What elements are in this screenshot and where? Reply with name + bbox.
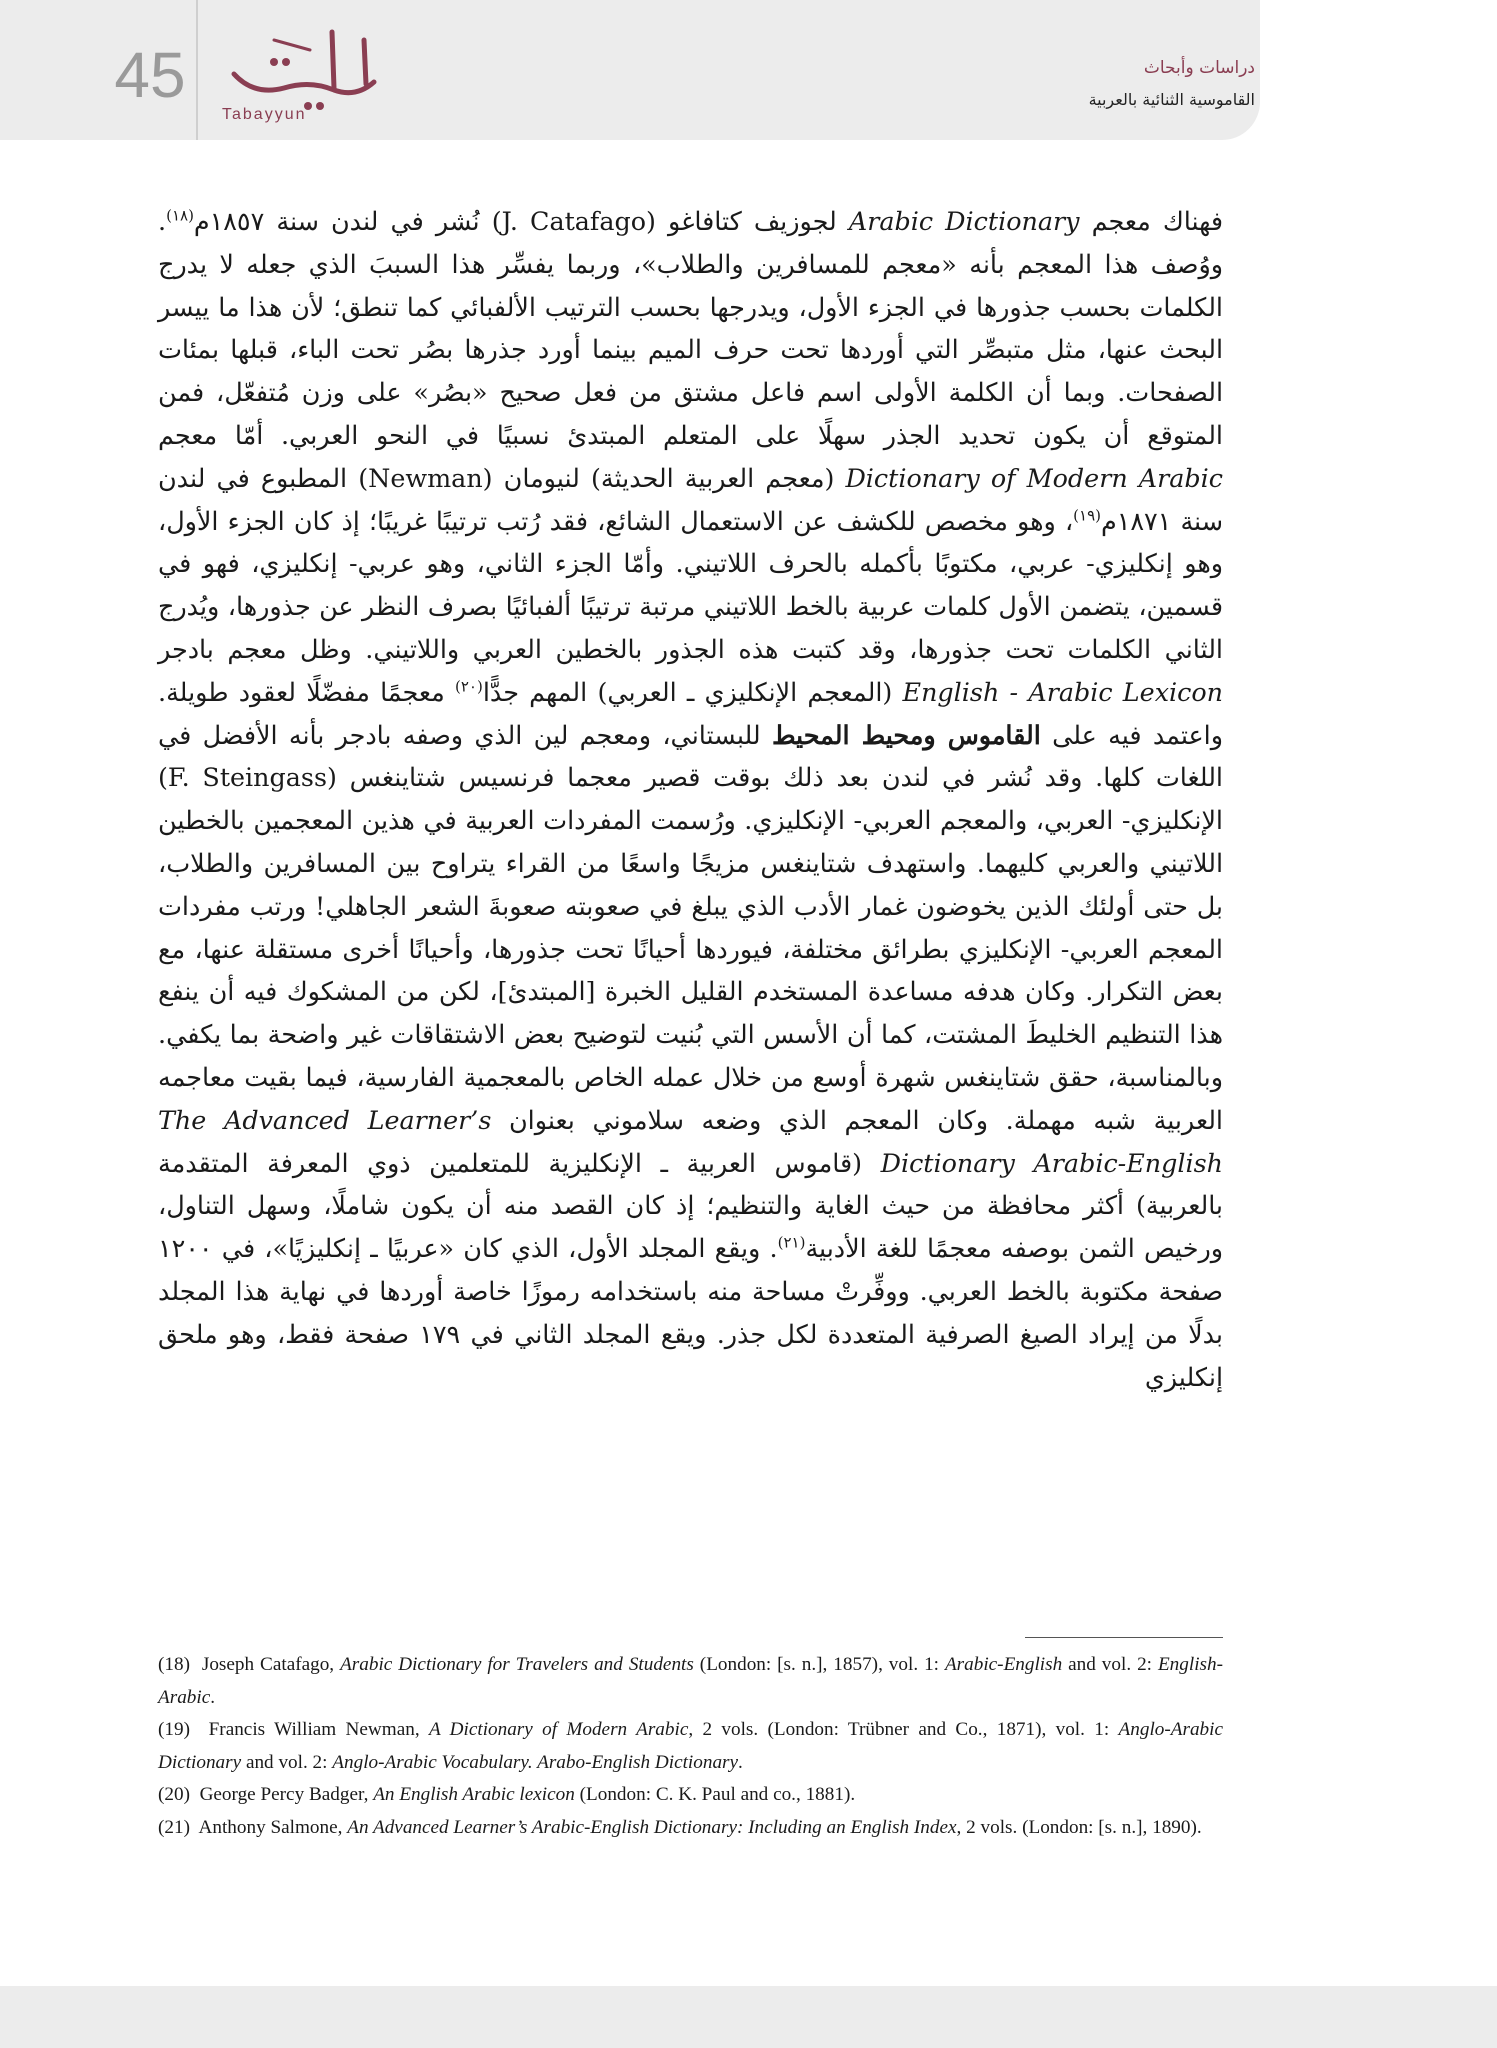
book-title: Dictionary of Modern Arabic [845,462,1223,493]
body-text: معجمًا مفضّلًا لعقود طويلة. واعتمد فيه على [158,676,1223,750]
author-name: (F. Steingass) [158,762,337,793]
footnote-text: Francis William Newman, [208,1719,429,1741]
footnote-title: Arabic-English [944,1654,1063,1675]
bold-title: القاموس ومحيط المحيط [771,719,1041,750]
footnote-text: George Percy Badger, [199,1784,374,1806]
footnote-text: . [210,1686,216,1708]
footnote-text: , 2 vols. (London: Trübner and Co., 1871), vol. 1: [688,1719,1119,1741]
body-text: فهناك معجم [1079,206,1223,236]
header-divider [196,0,198,140]
body-paragraph [158,200,1223,1398]
main-text [158,200,1223,1398]
body-text: . ووُصف هذا المعجم بأنه «معجم للمسافرين والطلاب»، وربما يفسِّر هذا السببَ الذي جعله لا يدرج الكلمات بحسب جذورها في الجزء الأول، ويدرجها بحسب الترتيب الألفبائي كما تنطق؛ لأن هذا ما ييسر البحث عنها، مثل متبصِّر التي أوردها تحت حرف الميم بينما أورد جذرها بصُر تحت الباء، قبلها بمئات الصفحات. وبما أن الكلمة الأولى اسم فاعل مشتق من فعل صحيح «بصُر» على وزن مُتفعّل، فمن المتوقع أن يكون تحديد الجذر سهلًا على المتعلم المبتدئ نسبيًا في النحو العربي. أمّا معجم [158,206,1223,450]
footnote-title: A Dictionary of Modern Arabic [428,1719,689,1741]
footnote-text: and vol. 2: [1062,1654,1158,1675]
book-title: The Advanced Learner’s Dictionary Arabic-English [158,1104,1224,1178]
footnote-text: Anthony Salmone, [198,1816,348,1838]
footnote-title: An English Arabic lexicon [373,1784,575,1806]
body-text: (قاموس العربية ـ الإنكليزية للمتعلمين ذوي المعرفة المتقدمة بالعربية) أكثر محافظة من حيث الغاية والتنظيم؛ إذ كان القصد منه أن يكون شاملًا، وسهل التناول، ورخيص الثمن بوصفه معجمًا للغة الأدبية [158,1147,1223,1264]
footnote-text: . [738,1751,743,1773]
footnote-19 [158,1714,1223,1779]
footnote-title: Anglo-Arabic Vocabulary. Arabo-English Dictionary [332,1751,739,1773]
footnote-number: (18) [158,1654,190,1675]
footnote-20 [158,1779,1223,1812]
book-title: Arabic Dictionary [848,206,1080,236]
logo-wordmark: Tabayyun [222,106,307,123]
body-text: (معجم العربية الحديثة) لنيومان [492,462,846,493]
body-text: نُشر في لندن سنة ١٨٥٧م [193,206,492,236]
body-text: المطبوع في لندن سنة ١٨٧١م [158,462,1223,536]
footnote-18 [158,1649,1223,1714]
footnote-number: (20) [158,1784,190,1806]
body-text: (المعجم الإنكليزي ـ العربي) المهم جدًّا [482,676,903,707]
page-footer-band [0,1986,1497,2048]
footnote-ref[interactable]: (٢٠) [454,677,483,696]
page-number: 45 [114,39,186,111]
footnote-text: (London: C. K. Paul and co., 1881). [574,1784,856,1806]
article-running-title: القاموسية الثنائية بالعربية [1088,90,1255,109]
body-text: للبستاني، ومعجم لين الذي وصفه بادجر بأنه الأفضل في اللغات كلها. وقد نُشر في لندن بعد ذلك بوقت قصير معجما فرنسيس شتاينغس [158,719,1223,793]
footnote-title: Anglo-Arabic Dictionary [158,1719,1223,1773]
author-name: (J. Catafago) [491,206,656,236]
footnote-number: (19) [158,1719,190,1741]
footnote-text: and vol. 2: [241,1751,333,1773]
footnote-ref[interactable]: (١٩) [1073,506,1101,525]
body-text: الإنكليزي- العربي، والمعجم العربي- الإنكليزي. ورُسمت المفردات العربية في هذين المعجمين بالخطين اللاتيني والعربي كليهما. واستهدف شتاينغس مزيجًا واسعًا من القراء يتراوح بين المسافرين والطلاب، بل حتى أولئك الذين يخوضون غمار الأدب الذي يبلغ في صعوبته صعوبةَ الشعر الجاهلي! ورتب مفردات المعجم العربي- الإنكليزي بطرائق مختلفة، فيوردها أحيانًا تحت جذورها، وأحيانًا أخرى مستقلة عنها، مع بعض التكرار. وكان هدفه مساعدة المستخدم القليل الخبرة [المبتدئ]، لكن من المشكوك فيه أن ينفع هذا التنظيم الخليطَ المشتت، كما أن الأسس التي بُنيت لتوضيح بعض الاشتقاقات غير واضحة بما يكفي. وبالمناسبة، حقق شتاينغس شهرة أوسع من خلال عمله الخاص بالمعجمية الفارسية، فيما بقيت معاجمه العربية شبه مهملة. وكان المعجم الذي وضعه سلاموني بعنوان [158,805,1223,1135]
footnote-text: (London: [s. n.], 1857), vol. 1: [693,1654,945,1675]
footnote-text: Joseph Catafago, [201,1654,341,1675]
footnote-ref[interactable]: (١٨) [166,206,194,225]
author-name: (Newman) [358,462,493,493]
footnote-number: (21) [158,1816,190,1838]
body-text: ، وهو مخصص للكشف عن الاستعمال الشائع، فقد رُتب ترتيبًا غريبًا؛ إذ كان الجزء الأول، وهو إنكليزي- عربي، مكتوبًا بأكمله بالحرف اللاتيني. وأمّا الجزء الثاني، وهو عربي- إنكليزي، فهو في قسمين، يتضمن الأول كلمات عربية بالخط اللاتيني مرتبة ترتيبًا ألفبائيًا بصرف النظر عن جذورها، ويُدرج الثاني الكلمات تحت جذورها، وقد كتبت هذه الجذور بالخطين العربي واللاتيني. وظل معجم بادجر [158,505,1223,664]
footnote-ref[interactable]: (٢١) [777,1233,806,1252]
footnote-21 [158,1812,1223,1845]
body-text: لجوزيف كتافاغو [655,206,849,236]
footnote-title: An Advanced Learner’s Arabic-English Dictionary: Including an English Index [347,1816,957,1838]
body-text: . ويقع المجلد الأول، الذي كان «عربيًا ـ إنكليزيًا»، في ١٢٠٠ صفحة مكتوبة بالخط العربي. ووفِّرتْ مساحة منه باستخدامه رموزًا خاصة أوردها في نهاية هذا المجلد بدلًا من إيراد الصيغ الصرفية المتعددة لكل جذر. ويقع المجلد الثاني في ١٧٩ صفحة فقط، وهو ملحق إنكليزي [158,1233,1223,1392]
footnote-text: , 2 vols. (London: [s. n.], 1890). [956,1816,1202,1838]
footnote-title: English-Arabic [158,1654,1223,1708]
section-label: دراسات وأبحاث [1143,58,1255,78]
footnotes [158,1649,1223,1845]
footnote-title: Arabic Dictionary for Travelers and Students [340,1654,694,1675]
footnote-divider [1025,1637,1223,1638]
book-title: English - Arabic Lexicon [902,676,1223,707]
